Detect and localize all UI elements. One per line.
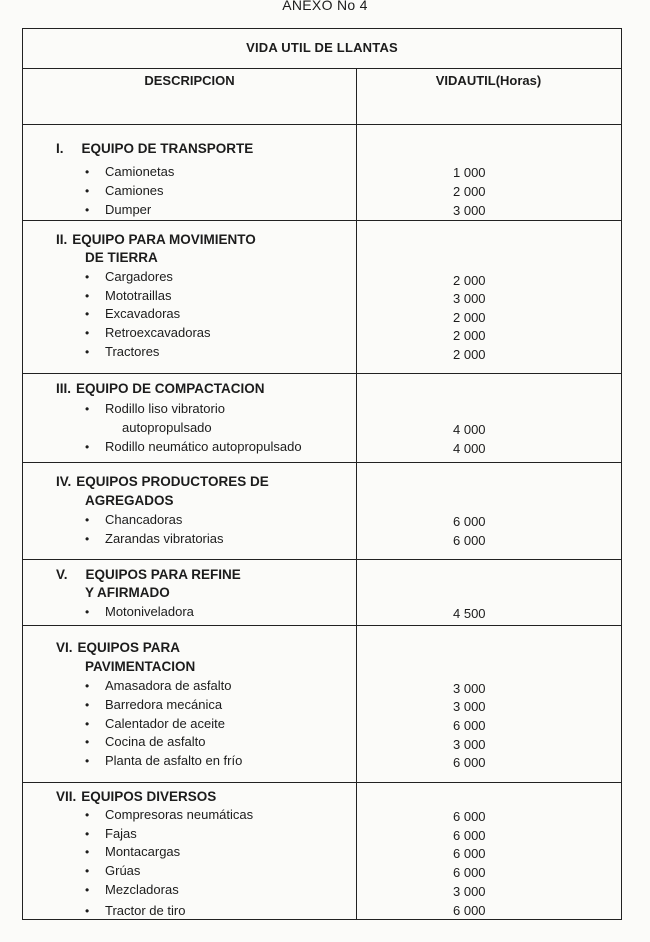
item-label: Retroexcavadoras — [105, 325, 211, 340]
list-item — [85, 807, 253, 822]
bullet-icon: • — [85, 289, 90, 303]
life-hours-value: 4 000 — [453, 422, 486, 437]
list-item — [85, 512, 182, 527]
life-hours-value: 2 000 — [453, 328, 486, 343]
item-label: Zarandas vibratorias — [105, 531, 224, 546]
item-label: Camionetas — [105, 164, 175, 179]
list-item — [85, 844, 180, 859]
bullet-icon: • — [85, 307, 90, 321]
section-title: AGREGADOS — [85, 493, 174, 508]
bullet-icon: • — [85, 808, 90, 822]
section-title-text: EQUIPO DE TRANSPORTE — [81, 141, 254, 156]
section-title: Y AFIRMADO — [85, 585, 170, 600]
bullet-icon: • — [85, 717, 90, 731]
item-label-continuation: autopropulsado — [122, 420, 212, 435]
bullet-icon: • — [85, 605, 90, 619]
section-title-text: EQUIPOS PARA — [77, 640, 181, 655]
section-2 — [23, 221, 621, 374]
item-label: Tractores — [105, 344, 160, 359]
section-number: IV. — [56, 474, 72, 489]
section-number: I. — [56, 141, 64, 156]
item-label: Cocina de asfalto — [105, 734, 206, 749]
bullet-icon: • — [85, 440, 90, 454]
section-title — [56, 141, 253, 156]
item-label: Dumper — [105, 202, 152, 217]
item-label: Amasadora de asfalto — [105, 678, 232, 693]
section-title-text: EQUIPOS PARA REFINE — [85, 567, 241, 582]
section-title-text: EQUIPOS PRODUCTORES DE — [76, 474, 269, 489]
section-title — [56, 232, 256, 247]
header-life-hours: VIDAUTIL(Horas) — [435, 73, 542, 88]
section-3 — [23, 374, 621, 463]
item-label: Calentador de aceite — [105, 716, 225, 731]
tire-life-table — [22, 28, 622, 920]
section-number: V. — [56, 567, 68, 582]
life-hours-value: 4 500 — [453, 606, 486, 621]
list-item — [85, 863, 140, 878]
list-item — [85, 753, 242, 768]
list-item — [85, 344, 159, 359]
list-item — [85, 183, 164, 198]
list-item — [85, 734, 205, 749]
list-item — [85, 678, 231, 693]
bullet-icon: • — [85, 735, 90, 749]
list-item — [85, 882, 179, 897]
table-title: VIDA UTIL DE LLANTAS — [23, 29, 621, 69]
section-7 — [23, 783, 621, 921]
bullet-icon: • — [85, 270, 90, 284]
life-hours-value: 6 000 — [453, 718, 486, 733]
section-title-text: EQUIPO PARA MOVIMIENTO — [72, 232, 256, 247]
list-item — [85, 903, 185, 918]
bullet-icon: • — [85, 184, 90, 198]
list-item — [85, 604, 194, 619]
item-label: Mototraillas — [105, 288, 172, 303]
life-hours-value: 2 000 — [453, 310, 486, 325]
list-item — [85, 826, 137, 841]
item-label: Fajas — [105, 826, 137, 841]
list-item — [85, 697, 222, 712]
item-label: Grúas — [105, 863, 141, 878]
section-title: PAVIMENTACION — [85, 659, 196, 674]
bullet-icon: • — [85, 698, 90, 712]
bullet-icon: • — [85, 864, 90, 878]
header-row — [23, 69, 621, 125]
list-item — [85, 401, 225, 416]
annex-title: ANEXO No 4 — [282, 0, 368, 13]
bullet-icon: • — [85, 165, 90, 179]
life-hours-value: 3 000 — [453, 737, 486, 752]
item-label: Rodillo liso vibratorio — [105, 401, 225, 416]
item-label: Planta de asfalto en frío — [105, 753, 243, 768]
list-item — [85, 531, 224, 546]
life-hours-value: 6 000 — [453, 903, 486, 918]
section-title — [56, 474, 269, 489]
section-6 — [23, 626, 621, 783]
item-label: Barredora mecánica — [105, 697, 223, 712]
life-hours-value: 6 000 — [453, 755, 486, 770]
life-hours-value: 3 000 — [453, 884, 486, 899]
life-hours-value: 6 000 — [453, 809, 486, 824]
section-title — [56, 640, 180, 655]
bullet-icon: • — [85, 679, 90, 693]
item-label: Tractor de tiro — [105, 903, 186, 918]
item-label: Chancadoras — [105, 512, 183, 527]
section-5 — [23, 560, 621, 626]
item-label: Montacargas — [105, 844, 181, 859]
life-hours-value: 2 000 — [453, 347, 486, 362]
list-item — [85, 288, 171, 303]
section-title-text: EQUIPO DE COMPACTACION — [76, 381, 265, 396]
list-item — [85, 325, 211, 340]
life-hours-value: 2 000 — [453, 273, 486, 288]
section-title — [56, 381, 265, 396]
item-label: Camiones — [105, 183, 164, 198]
life-hours-value: 1 000 — [453, 165, 486, 180]
bullet-icon: • — [85, 345, 90, 359]
item-label: Motoniveladora — [105, 604, 194, 619]
bullet-icon: • — [85, 326, 90, 340]
section-title: DE TIERRA — [85, 250, 158, 265]
section-number: VII. — [56, 789, 77, 804]
bullet-icon: • — [85, 904, 90, 918]
bullet-icon: • — [85, 203, 90, 217]
list-item — [85, 306, 180, 321]
section-number: VI. — [56, 640, 73, 655]
section-1 — [23, 125, 621, 221]
bullet-icon: • — [85, 827, 90, 841]
life-hours-value: 3 000 — [453, 291, 486, 306]
life-hours-value: 6 000 — [453, 533, 486, 548]
list-item — [85, 716, 225, 731]
bullet-icon: • — [85, 532, 90, 546]
item-label: Rodillo neumático autopropulsado — [105, 439, 302, 454]
list-item — [85, 269, 173, 284]
bullet-icon: • — [85, 754, 90, 768]
item-label: Excavadoras — [105, 306, 181, 321]
life-hours-value: 3 000 — [453, 203, 486, 218]
section-4 — [23, 463, 621, 560]
bullet-icon: • — [85, 845, 90, 859]
bullet-icon: • — [85, 883, 90, 897]
section-title — [56, 789, 216, 804]
life-hours-value: 6 000 — [453, 514, 486, 529]
list-item — [85, 439, 302, 454]
item-label: Compresoras neumáticas — [105, 807, 254, 822]
bullet-icon: • — [85, 402, 90, 416]
item-label: Cargadores — [105, 269, 173, 284]
list-item — [85, 202, 151, 217]
life-hours-value: 4 000 — [453, 441, 486, 456]
section-title-text: EQUIPOS DIVERSOS — [81, 789, 217, 804]
section-number: III. — [56, 381, 72, 396]
life-hours-value: 3 000 — [453, 699, 486, 714]
bullet-icon: • — [85, 513, 90, 527]
list-item — [85, 164, 174, 179]
life-hours-value: 6 000 — [453, 846, 486, 861]
header-description: DESCRIPCION — [144, 73, 235, 88]
item-label: Mezcladoras — [105, 882, 179, 897]
section-title — [56, 567, 241, 582]
life-hours-value: 6 000 — [453, 865, 486, 880]
life-hours-value: 6 000 — [453, 828, 486, 843]
life-hours-value: 2 000 — [453, 184, 486, 199]
life-hours-value: 3 000 — [453, 681, 486, 696]
section-number: II. — [56, 232, 68, 247]
